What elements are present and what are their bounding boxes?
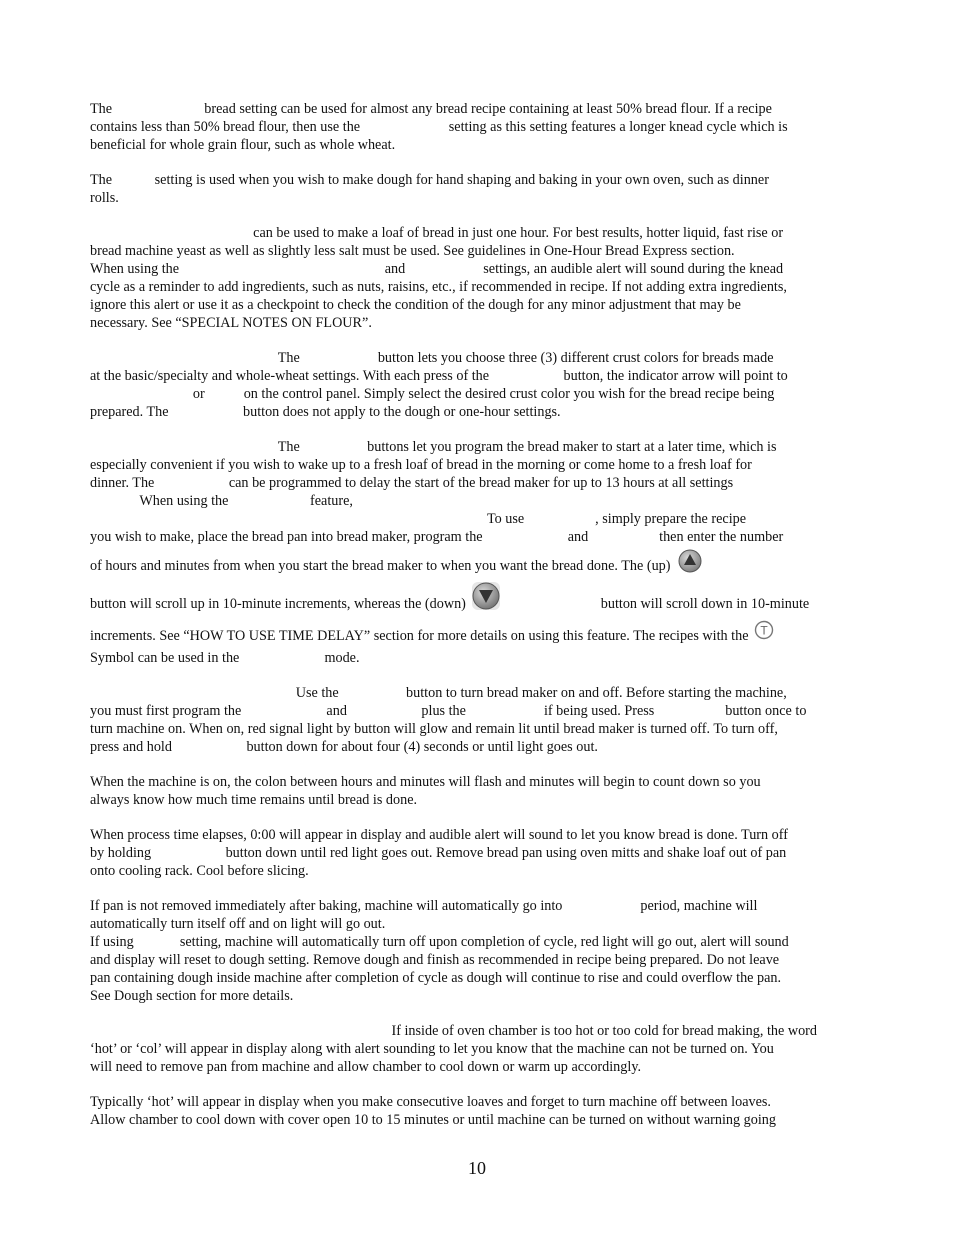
text-line: bread machine yeast as well as slightly less salt must be used. See guidelines in One-Hour Bread Express section. (90, 243, 735, 259)
paragraph-temperature-warning (90, 1022, 866, 1076)
text-line: turn machine on. When on, red signal light by button will glow and remain lit until bread maker is turned off. To turn off, (90, 721, 778, 737)
svg-text:T: T (760, 623, 768, 638)
text-line: necessary. See “SPECIAL NOTES ON FLOUR”. (90, 315, 372, 331)
page-number: 10 (468, 1158, 486, 1178)
text-line: by holding button down until red light goes out. Remove bread pan using oven mitts and shake loaf out of pan (90, 845, 787, 861)
text-line-with-down-icon (90, 587, 866, 622)
text-line: onto cooling rack. Cool before slicing. (90, 863, 309, 879)
text-line: ‘hot’ or ‘col’ will appear in display along with alert sounding to let you know that the machine can not be turned on. You (90, 1041, 774, 1057)
text-line: cycle as a reminder to add ingredients, such as nuts, raisins, etc., if recommended in recipe. If not adding extra ingredients, (90, 279, 787, 295)
paragraph-dough-setting (90, 171, 866, 207)
text-line: especially convenient if you wish to wake up to a fresh loaf of bread in the morning or come home to a fresh loaf for (90, 457, 752, 473)
text-line: To use , simply prepare the recipe (90, 511, 747, 527)
text-line: Use the button to turn bread maker on and off. Before starting the machine, (90, 685, 787, 701)
text-line: you wish to make, place the bread pan into bread maker, program the and then enter the number (90, 529, 784, 545)
text-span: button will scroll down in 10-minute (504, 595, 810, 612)
text-line: The buttons let you program the bread maker to start at a later time, which is (90, 439, 777, 455)
manual-page-body (90, 100, 866, 1129)
text-line: When process time elapses, 0:00 will appear in display and audible alert will sound to let you know bread is done. Turn off (90, 827, 788, 843)
paragraph-time-delay (90, 438, 866, 667)
text-line: you must first program the and plus the if being used. Press button once to (90, 703, 807, 719)
text-line: rolls. (90, 190, 119, 206)
text-line: See Dough section for more details. (90, 988, 294, 1004)
text-line: always know how much time remains until bread is done. (90, 792, 418, 808)
paragraph-countdown (90, 773, 866, 809)
text-line: pan containing dough inside machine after completion of cycle as dough will continue to rise and could overflow the pan. (90, 970, 782, 986)
text-line: The bread setting can be used for almost any bread recipe containing at least 50% bread flour. If a recipe (90, 101, 772, 117)
text-line: automatically turn itself off and on light will go out. (90, 916, 386, 932)
text-line: Typically ‘hot’ will appear in display when you make consecutive loaves and forget to turn machine off between loaves. (90, 1094, 771, 1110)
text-line: beneficial for whole grain flour, such as whole wheat. (90, 137, 396, 153)
text-span: of hours and minutes from when you start the bread maker to when you want the bread done. The (up) (90, 557, 671, 574)
text-line: Symbol can be used in the mode. (90, 650, 360, 666)
text-span: increments. See “HOW TO USE TIME DELAY” section for more details on using this feature. The recipes with the (90, 627, 749, 644)
text-line: contains less than 50% bread flour, then use the setting as this setting features a longer knead cycle which is (90, 119, 788, 135)
text-line-with-timer-icon (90, 624, 866, 649)
paragraph-crust-color (90, 349, 866, 421)
text-line: If inside of oven chamber is too hot or too cold for bread making, the word (90, 1023, 817, 1039)
paragraph-one-hour (90, 224, 866, 332)
text-line: The setting is used when you wish to make dough for hand shaping and baking in your own oven, such as dinner (90, 172, 769, 188)
text-line: When using the and settings, an audible alert will sound during the knead (90, 261, 784, 277)
text-span: button will scroll up in 10-minute increments, whereas the (down) (90, 595, 466, 612)
text-line: and display will reset to dough setting. Remove dough and finish as recommended in recipe being prepared. Do not leave (90, 952, 780, 968)
text-line: The button lets you choose three (3) different crust colors for breads made (90, 350, 774, 366)
text-line: press and hold button down for about four (4) seconds or until light goes out. (90, 739, 598, 755)
text-line: Allow chamber to cool down with cover open 10 to 15 minutes or until machine can be turned on without warning going (90, 1112, 776, 1128)
up-arrow-button-icon (678, 549, 702, 578)
down-arrow-button-icon (471, 581, 501, 616)
paragraph-process-complete (90, 826, 866, 880)
text-line: can be used to make a loaf of bread in just one hour. For best results, hotter liquid, fast rise or (90, 225, 784, 241)
text-line: dinner. The can be programmed to delay the start of the bread maker for up to 13 hours at all settings (90, 475, 734, 491)
text-line: When using the feature, (90, 493, 353, 509)
text-line: prepared. The button does not apply to the dough or one-hour settings. (90, 404, 561, 420)
paragraph-hot-display (90, 1093, 866, 1129)
text-line: will need to remove pan from machine and allow chamber to cool down or warm up accordingly. (90, 1059, 642, 1075)
text-line: If pan is not removed immediately after baking, machine will automatically go into period, machine will (90, 898, 758, 914)
text-line: at the basic/specialty and whole-wheat settings. With each press of the button, the indicator arrow will point to (90, 368, 788, 384)
timer-symbol-icon (754, 620, 774, 645)
paragraph-start-stop (90, 684, 866, 756)
paragraph-keep-warm (90, 897, 866, 1005)
paragraph-basic-setting (90, 100, 866, 154)
text-line: ignore this alert or use it as a checkpoint to check the condition of the dough for any minor adjustment that may be (90, 297, 741, 313)
text-line: or on the control panel. Simply select the desired crust color you wish for the bread recipe being (90, 386, 775, 402)
text-line-with-up-icon (90, 552, 866, 581)
text-line: If using setting, machine will automatically turn off upon completion of cycle, red light will go out, alert will sound (90, 934, 789, 950)
text-line: When the machine is on, the colon between hours and minutes will flash and minutes will begin to count down so you (90, 774, 761, 790)
